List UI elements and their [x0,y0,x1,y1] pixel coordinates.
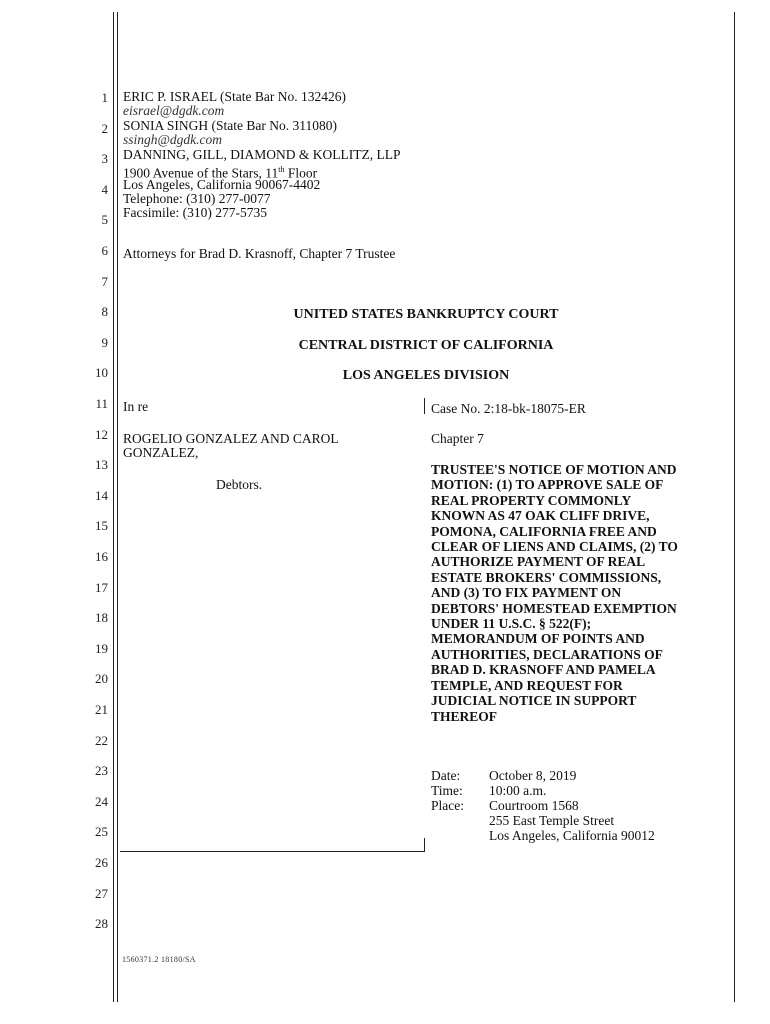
line-number: 5 [101,212,108,228]
line-number: 3 [101,151,108,167]
line-number: 2 [101,120,108,136]
hearing-date: October 8, 2019 [489,768,577,783]
motion-title-line: REAL PROPERTY COMMONLY [431,492,632,508]
date-label: Date: [431,768,461,783]
court-name: UNITED STATES BANKRUPTCY COURT [293,307,559,322]
court-district: CENTRAL DISTRICT OF CALIFORNIA [298,338,554,353]
line-number: 26 [95,855,108,870]
line-number: 15 [95,518,108,534]
motion-title-line: POMONA, CALIFORNIA FREE AND [431,523,657,539]
line-number: 18 [95,610,108,626]
chapter: Chapter 7 [431,431,484,446]
motion-title [431,462,723,724]
line-number: 10 [95,365,108,381]
firm-telephone: Telephone: (310) 277-0077 [123,191,271,206]
case-number: Case No. 2:18-bk-18075-ER [431,401,586,416]
motion-title-line: ESTATE BROKERS' COMMISSIONS, [431,569,662,585]
line-number: 27 [95,885,108,901]
motion-title-line: DEBTORS' HOMESTEAD EXEMPTION [431,600,677,616]
caption-divider-bottom [424,838,425,852]
time-label: Time: [431,783,463,798]
debtors-label: Debtors. [216,477,263,492]
attorneys-for: Attorneys for Brad D. Krasnoff, Chapter 7 Trustee [123,246,396,261]
debtor-names-line-2: GONZALEZ, [123,445,199,460]
line-number: 14 [95,487,108,503]
attorney-email-2: ssingh@dgdk.com [123,132,223,147]
left-margin-rule-inner [117,12,118,1002]
hearing-place-3: Los Angeles, California 90012 [489,828,655,843]
place-label: Place: [431,798,464,813]
motion-title-line: AUTHORIZE PAYMENT OF REAL [431,554,646,570]
motion-title-line: AUTHORITIES, DECLARATIONS OF [431,646,663,662]
line-number: 23 [95,763,108,779]
debtor-names-line-1: ROGELIO GONZALEZ AND CAROL [123,431,339,446]
line-number: 20 [95,671,108,687]
hearing-place-1: Courtroom 1568 [489,798,579,813]
motion-title-line: MEMORANDUM OF POINTS AND [431,631,645,647]
firm-facsimile: Facsimile: (310) 277-5735 [123,205,267,220]
line-number: 9 [101,334,108,350]
line-number: 25 [95,824,108,840]
line-number: 4 [101,181,108,197]
caption-bottom-rule [120,851,425,852]
hearing-time: 10:00 a.m. [489,783,547,798]
line-number: 12 [95,426,108,442]
motion-title-line: TRUSTEE'S NOTICE OF MOTION AND [431,462,677,477]
attorney-email-1: eisrael@dgdk.com [123,103,225,118]
line-number: 17 [95,579,108,595]
line-number: 8 [101,304,108,320]
line-number: 6 [101,243,108,258]
motion-title-line: THEREOF [431,708,498,724]
firm-name: DANNING, GILL, DIAMOND & KOLLITZ, LLP [123,147,401,162]
motion-title-line: AND (3) TO FIX PAYMENT ON [431,585,622,601]
line-number: 13 [95,457,108,473]
attorney-line-2: SONIA SINGH (State Bar No. 311080) [123,118,337,133]
in-re-label: In re [123,399,149,414]
motion-title-line: KNOWN AS 47 OAK CLIFF DRIVE, [431,508,650,524]
line-number: 21 [95,702,108,717]
line-number: 24 [95,793,108,809]
line-number: 16 [95,549,108,564]
attorney-line-1: ERIC P. ISRAEL (State Bar No. 132426) [123,89,346,104]
motion-title-line: JUDICIAL NOTICE IN SUPPORT [431,693,637,709]
hearing-place-2: 255 East Temple Street [489,813,615,828]
firm-address-2: Los Angeles, California 90067-4402 [123,177,321,192]
firm-address-1: 1900 Avenue of the Stars, 11th Floor [123,165,318,181]
motion-title-line: UNDER 11 U.S.C. § 522(F); [431,616,592,632]
line-number: 19 [95,640,108,656]
caption-divider-top [424,398,425,414]
motion-title-line: CLEAR OF LIENS AND CLAIMS, (2) TO [431,539,678,555]
line-number: 7 [101,273,108,289]
line-number: 28 [95,916,108,932]
left-margin-rule [113,12,114,1002]
court-division: LOS ANGELES DIVISION [342,368,510,383]
document-footer-id: 1560371.2 18180/SA [122,955,196,964]
line-number: 22 [95,732,108,748]
hearing-info [431,768,655,843]
motion-title-line: BRAD D. KRASNOFF AND PAMELA [431,662,656,678]
line-number: 1 [101,90,108,105]
line-number: 11 [95,396,108,411]
right-margin-rule [734,12,735,1002]
motion-title-line: TEMPLE, AND REQUEST FOR [431,677,623,693]
motion-title-line: MOTION: (1) TO APPROVE SALE OF [431,477,664,493]
